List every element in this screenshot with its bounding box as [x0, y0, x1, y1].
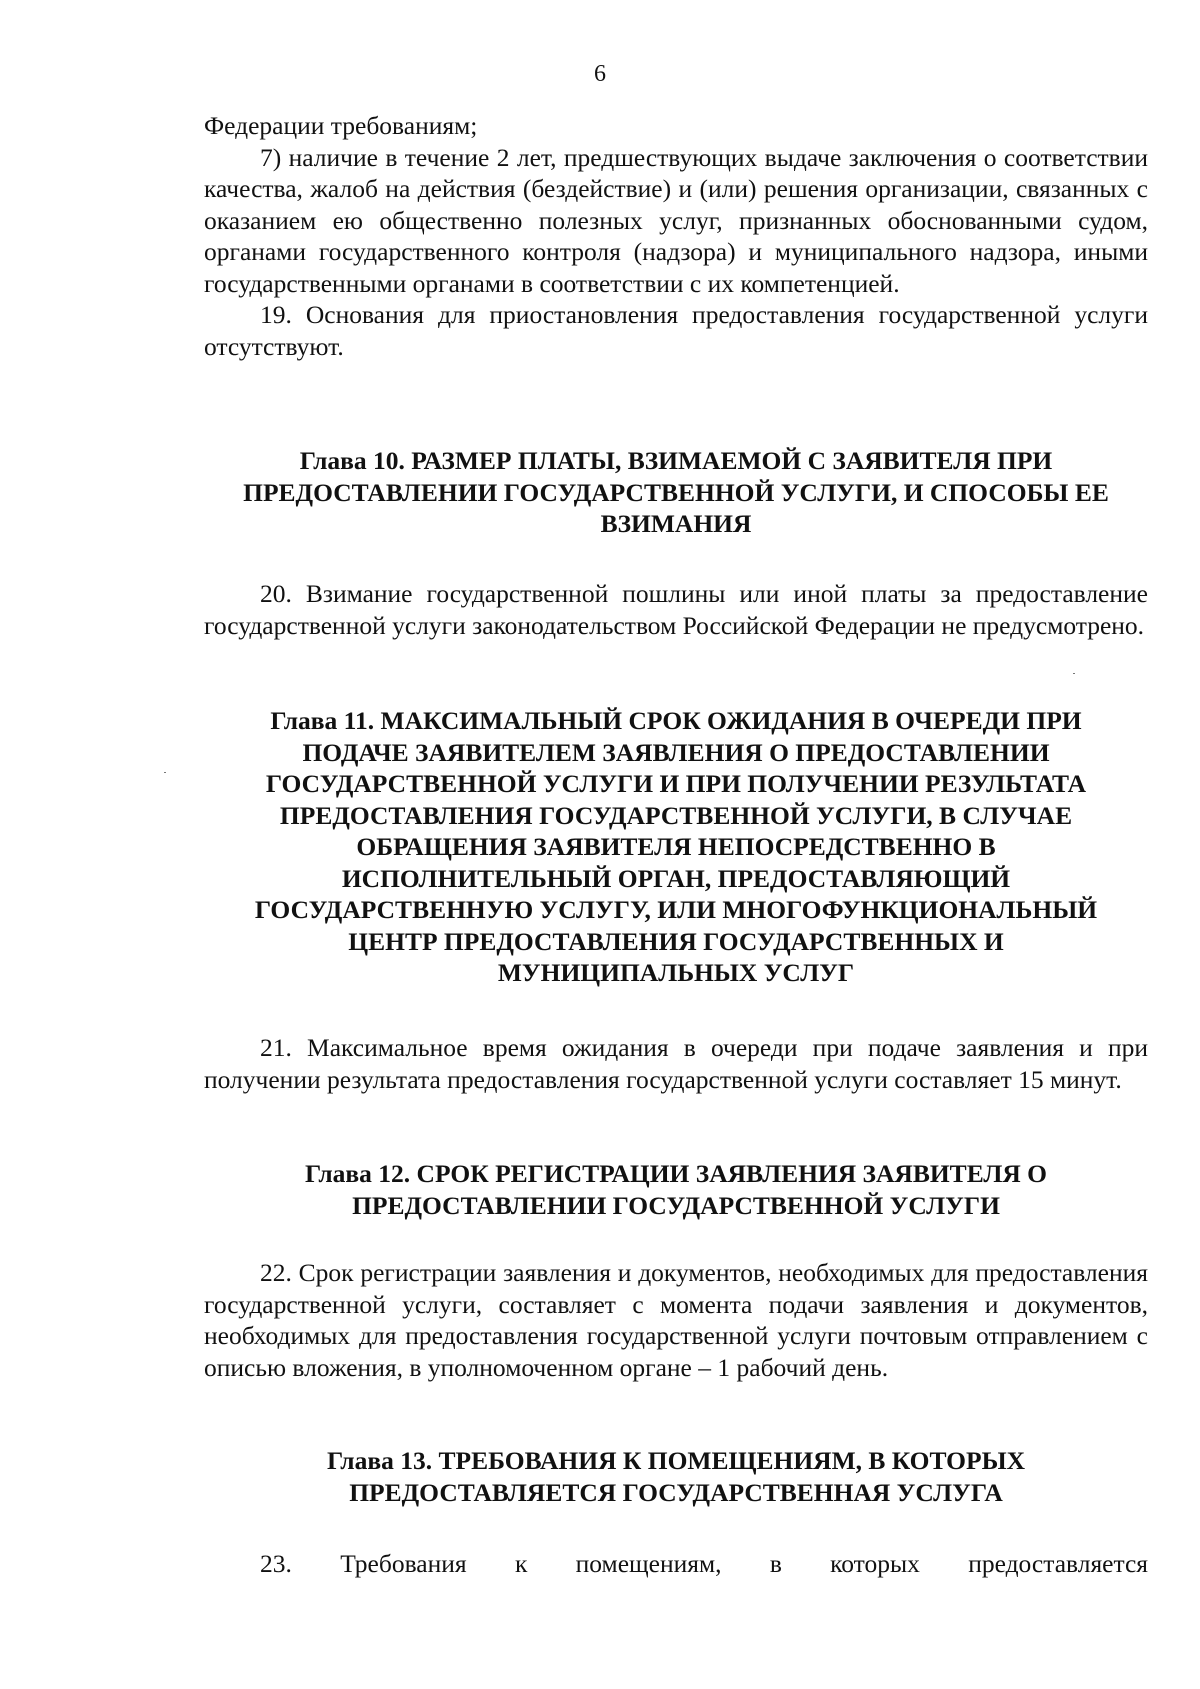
scan-speck	[164, 772, 166, 773]
chapter-12-block	[234, 1158, 1118, 1221]
paragraph-item-7: 7) наличие в течение 2 лет, предшествующих выдаче заключения о соответствии качества, жалоб на действия (бездействие) и (или) решения организации, связанных с оказанием ею общественно полезных услуг, признанных обоснованными судом, органами государственного контроля (надзора) и муниципального надзора, иными государственными органами в соответствии с их компетенцией.	[204, 142, 1148, 298]
paragraph-continuation: Федерации требованиям;	[204, 111, 478, 140]
chapter-10-heading: Глава 10. РАЗМЕР ПЛАТЫ, ВЗИМАЕМОЙ С ЗАЯВИТЕЛЯ ПРИ ПРЕДОСТАВЛЕНИИ ГОСУДАРСТВЕННОЙ УСЛУГИ, И СПОСОБЫ ЕЕ ВЗИМАНИЯ	[243, 446, 1109, 538]
paragraph-22-block	[204, 1257, 1148, 1383]
page-number: 6	[594, 61, 606, 87]
paragraph-20: 20. Взимание государственной пошлины или иной платы за предоставление государственной услуги законодательством Российской Федерации не предусмотрено.	[204, 579, 1148, 640]
chapter-13-heading: Глава 13. ТРЕБОВАНИЯ К ПОМЕЩЕНИЯМ, В КОТОРЫХ ПРЕДОСТАВЛЯЕТСЯ ГОСУДАРСТВЕННАЯ УСЛУГА	[326, 1446, 1026, 1507]
chapter-11-heading: Глава 11. МАКСИМАЛЬНЫЙ СРОК ОЖИДАНИЯ В ОЧЕРЕДИ ПРИ ПОДАЧЕ ЗАЯВИТЕЛЕМ ЗАЯВЛЕНИЯ О ПРЕДОСТАВЛЕНИИ ГОСУДАРСТВЕННОЙ УСЛУГИ И ПРИ ПОЛУЧЕНИИ РЕЗУЛЬТАТА ПРЕДОСТАВЛЕНИЯ ГОСУДАРСТВЕННОЙ УСЛУГИ, В СЛУЧАЕ ОБРАЩЕНИЯ ЗАЯВИТЕЛЯ НЕПОСРЕДСТВЕННО В ИСПОЛНИТЕЛЬНЫЙ ОРГАН, ПРЕДОСТАВЛЯЮЩИЙ ГОСУДАРСТВЕННУЮ УСЛУГУ, ИЛИ МНОГОФУНКЦИОНАЛЬНЫЙ ЦЕНТР ПРЕДОСТАВЛЕНИЯ ГОСУДАРСТВЕННЫХ И МУНИЦИПАЛЬНЫХ УСЛУГ	[254, 706, 1098, 987]
paragraph-20-block	[204, 578, 1148, 641]
paragraph-23-block	[204, 1548, 1148, 1580]
paragraph-21: 21. Максимальное время ожидания в очереди при подаче заявления и при получении результата предоставления государственной услуги составляет 15 минут.	[204, 1033, 1148, 1094]
scan-speck	[1073, 673, 1075, 674]
chapter-13-block	[234, 1445, 1118, 1508]
body-text-top	[204, 110, 1148, 362]
chapter-12-heading: Глава 12. СРОК РЕГИСТРАЦИИ ЗАЯВЛЕНИЯ ЗАЯВИТЕЛЯ О ПРЕДОСТАВЛЕНИИ ГОСУДАРСТВЕННОЙ УСЛУГИ	[304, 1159, 1047, 1220]
paragraph-21-block	[204, 1032, 1148, 1095]
paragraph-19: 19. Основания для приостановления предоставления государственной услуги отсутствуют.	[204, 300, 1148, 361]
chapter-11-block	[224, 705, 1128, 989]
paragraph-22: 22. Срок регистрации заявления и документов, необходимых для предоставления государственной услуги, составляет с момента подачи заявления и документов, необходимых для предоставления государственной услуги почтовым отправлением с описью вложения, в уполномоченном органе – 1 рабочий день.	[204, 1258, 1148, 1382]
paragraph-23: 23. Требования к помещениям, в которых предоставляется	[260, 1549, 1148, 1578]
chapter-10-block	[214, 445, 1138, 540]
